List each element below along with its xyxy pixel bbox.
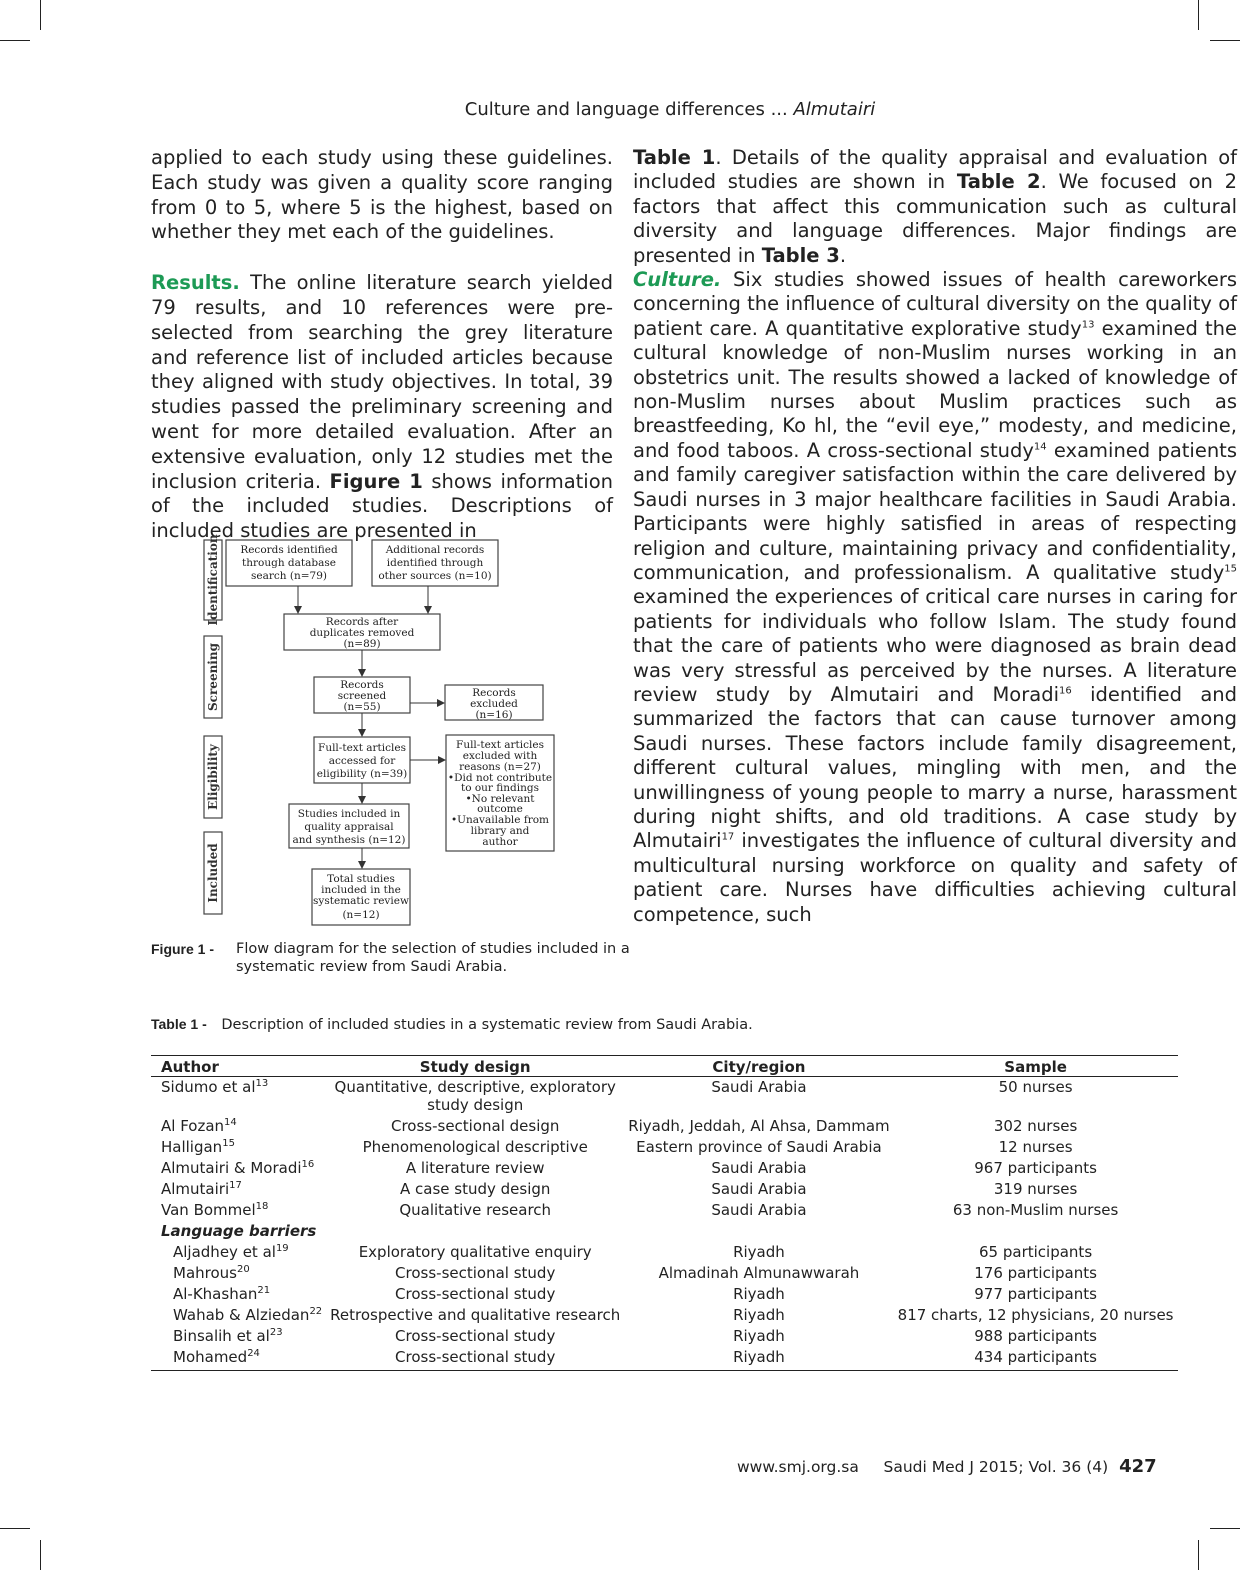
table-caption [151,1016,753,1033]
author-name: Mahrous [173,1264,237,1282]
sample-cell: 63 non-Muslim nurses [952,1201,1119,1219]
footer-website[interactable]: www.smj.org.sa [737,1458,859,1476]
design-cell: Retrospective and qualitative research [330,1306,621,1324]
crop-mark [0,40,30,41]
citation-ref[interactable]: 14 [224,1117,237,1128]
paragraph [633,146,1237,268]
column-header-sample: Sample [894,1056,1178,1077]
paragraph-text: examined the experiences of critical care nurses in caring for patients for individuals who follow Islam. The study found that the care of patients who were diagnosed as brain dead was very stressful as perceived by the nurses. A literature review study by Almutairi and Moradi [633,585,1237,706]
table-1-reference[interactable]: Table 1 [633,146,716,169]
author-name: Van Bommel [161,1201,256,1219]
design-cell: Cross-sectional design [390,1117,560,1135]
citation-ref[interactable]: 13 [1081,319,1095,331]
design-cell: Cross-sectional study [395,1327,556,1345]
results-paragraph [151,271,613,544]
figure-caption [151,940,711,976]
author-name: Almutairi & Moradi [161,1159,302,1177]
city-cell: Riyadh [733,1306,785,1324]
sample-cell: 65 participants [979,1243,1093,1261]
design-cell: Cross-sectional study [395,1264,556,1282]
citation-ref[interactable]: 16 [1059,685,1072,697]
culture-paragraph [633,268,1237,927]
box-text: (n=12) [342,909,380,921]
city-cell: Eastern province of Saudi Arabia [636,1138,882,1156]
author-name: Wahab & Alziedan [173,1306,310,1324]
box-text: identified through [386,557,484,569]
box-text: excluded [470,698,518,710]
sample-cell: 12 nurses [998,1138,1073,1156]
city-cell: Riyadh [733,1327,785,1345]
design-cell: A literature review [405,1159,545,1177]
author-name: Al-Khashan [173,1285,258,1303]
table-section-row [151,1221,1178,1242]
paragraph-text: identified and summarized the factors that can cause turnover among Saudi nurses. These factors include family disagreement, different cultural values, mingling with men, and the unwillingness of young people to marry a nurse, harassment during night shifts, and old traditions. A case study by Almutairi [633,682,1238,853]
table-row [151,1158,1178,1179]
author-name: Mohamed [173,1348,248,1366]
stage-label-identification: Identification [206,534,220,626]
box-text: quality appraisal [304,821,394,833]
culture-heading: Culture. [633,268,722,292]
author-cell [151,1116,326,1137]
paragraph-text: Six studies showed issues of health careworkers concerning the influence of cultural diversity on the quality of patient care. A quantitative explorative study [633,268,1237,340]
citation-ref[interactable]: 16 [301,1159,315,1170]
table-row [151,1179,1178,1200]
citation-ref[interactable]: 15 [222,1138,235,1149]
box-text: (n=16) [475,709,513,721]
crop-mark [40,1540,41,1570]
box-text: systematic review [313,895,409,907]
prisma-flow-diagram [200,534,560,928]
box-text: included in the [321,884,401,896]
city-cell: Almadinah Almunawwarah [658,1264,860,1282]
paragraph-text: . Details of the quality appraisal and evaluation of included studies are shown in [633,146,1237,194]
author-cell [151,1305,326,1326]
city-cell: Riyadh, Jeddah, Al Ahsa, Dammam [628,1117,890,1135]
crop-mark [40,0,41,30]
city-cell: Riyadh [733,1285,785,1303]
crop-mark [1210,1528,1240,1529]
table-row [151,1347,1178,1371]
paragraph-text: examined the cultural knowledge of non-Muslim nurses working in an obstetrics unit. The results showed a lacked of knowledge of non-Muslim nurses about Muslim practices such as breastfeeding, Ko hl, the “evil eye,” modesty, and medicine, and food taboos. A cross-sectional study [633,316,1237,462]
city-cell: Saudi Arabia [711,1180,807,1198]
sample-cell: 319 nurses [993,1180,1078,1198]
crop-mark [1198,1540,1199,1570]
page-footer [737,1456,1157,1477]
box-text: and synthesis (n=12) [292,834,406,846]
table-row [151,1116,1178,1137]
author-cell [151,1179,326,1200]
crop-mark [0,1528,30,1529]
table-row [151,1326,1178,1347]
figure-caption-label: Figure 1 - [151,941,215,957]
box-text: excluded with [462,750,538,762]
author-name: Almutairi [161,1180,230,1198]
box-text: reasons (n=27) [459,761,541,773]
section-language-barriers: Language barriers [161,1222,317,1240]
citation-ref[interactable]: 20 [236,1264,250,1275]
table-header-row [151,1056,1178,1077]
paragraph-text: investigates the influence of cultural diversity and multicultural nursing workforce on quality and safety of patient care. Nurses have difficulties achieving cultural competence, such [633,829,1237,926]
stage-label-eligibility: Eligibility [206,744,220,810]
table-row [151,1263,1178,1284]
table-row [151,1284,1178,1305]
author-cell [151,1242,326,1263]
table-row [151,1200,1178,1221]
box-text: Records after [325,616,399,628]
citation-ref[interactable]: 17 [721,831,735,843]
running-header [0,99,1240,120]
box-text: Records [472,687,516,699]
citation-ref[interactable]: 14 [1033,441,1047,453]
running-author: Almutairi [793,99,876,120]
left-column [151,146,613,544]
table-caption-text: Description of included studies in a systematic review from Saudi Arabia. [221,1017,753,1033]
running-title: Culture and language differences ... [464,99,788,120]
paragraph-text: . We focused on 2 factors that affect this communication such as cultural diversity and language differences. Major findings are presented in [633,170,1238,267]
city-cell: Saudi Arabia [711,1159,807,1177]
sample-cell: 434 participants [894,1347,1178,1371]
stage-label-included: Included [206,843,220,903]
sample-cell: 977 participants [974,1285,1097,1303]
box-text: library and [470,825,530,837]
box-text: accessed for [328,755,396,767]
citation-ref[interactable]: 18 [255,1201,269,1212]
paragraph-text: The online literature search yielded 79 results, and 10 references were pre-selected from searching the grey literature and reference list of included articles because they aligned with study objectives. In total, 39 studies passed the preliminary screening and went for more detailed evaluation. After an extensive evaluation, only 12 studies met the inclusion criteria. [151,271,613,493]
box-text: Records [340,679,384,691]
sample-cell: 176 participants [974,1264,1097,1282]
sample-cell: 50 nurses [998,1078,1073,1096]
author-name: Binsalih et al [173,1327,270,1345]
table-row [151,1305,1178,1326]
sample-cell: 967 participants [974,1159,1097,1177]
box-text: Studies included in [297,808,401,820]
author-cell [151,1200,326,1221]
box-text: author [482,836,518,848]
page-number: 427 [1119,1456,1157,1477]
citation-ref[interactable]: 17 [229,1180,242,1191]
box-text: through database [242,557,336,569]
figure-caption-text: Flow diagram for the selection of studies included in a systematic review from Saudi Arabia. [236,941,630,975]
city-cell: Riyadh [624,1347,893,1371]
results-heading: Results. [151,271,240,295]
studies-table [151,1055,1174,1371]
footer-citation: Saudi Med J 2015; Vol. 36 (4) [883,1458,1109,1476]
column-header-author: Author [151,1056,326,1077]
paragraph-text: . [839,243,847,267]
box-text: •Did not contribute [447,772,553,784]
box-text: search (n=79) [251,570,327,582]
author-name: Sidumo et al [161,1078,256,1096]
table-3-reference[interactable]: Table 3 [761,243,840,267]
design-cell: Quantitative, descriptive, exploratory study design [334,1078,616,1114]
table-row [151,1077,1178,1117]
author-name: Al Fozan [161,1117,225,1135]
author-cell [151,1137,326,1158]
design-cell: A case study design [399,1180,551,1198]
box-text: Full-text articles [318,742,406,754]
crop-mark [1210,40,1240,41]
box-text: •No relevant [465,793,535,805]
author-cell [151,1284,326,1305]
author-cell [151,1347,326,1371]
design-cell: Qualitative research [399,1201,552,1219]
box-text: Full-text articles [456,739,544,751]
box-text: duplicates removed [309,627,415,639]
citation-ref[interactable]: 19 [275,1243,289,1254]
author-name: Aljadhey et al [173,1243,276,1261]
sample-cell: 302 nurses [993,1117,1078,1135]
column-header-city: City/region [624,1056,893,1077]
author-cell [151,1263,326,1284]
city-cell: Saudi Arabia [711,1078,807,1096]
table-caption-label: Table 1 - [151,1016,207,1032]
stage-label-screening: Screening [206,643,220,711]
citation-ref[interactable]: 13 [255,1078,269,1089]
paragraph-text: shows information of the included studies. Descriptions of included studies are presented in [151,469,613,543]
paragraph: applied to each study using these guidelines. Each study was given a quality score ranging from 0 to 5, where 5 is the highest, based on whether they met each of the guidelines. [151,146,613,244]
flow-diagram-svg [200,534,560,928]
sample-cell: 988 participants [974,1327,1097,1345]
city-cell: Riyadh [733,1243,785,1261]
citation-ref[interactable]: 22 [309,1306,323,1317]
author-cell [151,1326,326,1347]
box-text: eligibility (n=39) [316,768,408,780]
city-cell: Saudi Arabia [711,1201,807,1219]
right-column [633,146,1237,927]
design-cell: Exploratory qualitative enquiry [358,1243,592,1261]
box-text: other sources (n=10) [378,570,492,582]
design-cell: Phenomenological descriptive [362,1138,588,1156]
box-text: (n=55) [343,701,381,713]
design-cell: Cross-sectional study [395,1285,556,1303]
box-text: (n=89) [343,638,381,650]
author-cell [151,1077,326,1117]
box-text: screened [337,690,387,702]
box-text: outcome [477,803,523,815]
author-cell [151,1158,326,1179]
table-row [151,1137,1178,1158]
citation-ref[interactable]: 23 [269,1327,283,1338]
box-text: Additional records [385,544,485,556]
author-name: Halligan [161,1138,223,1156]
box-text: Total studies [327,873,395,885]
citation-ref[interactable]: 24 [247,1348,260,1359]
paragraph-text: examined patients and family caregiver satisfaction within the care delivered by Saudi nurses in 3 major healthcare facilities in Saudi Arabia. Participants were highly satisfied in areas of respecting religion and culture, maintaining privacy and confidentiality, communication, and professionalism. A qualitative study [633,438,1237,584]
table-2-reference[interactable]: Table 2 [956,170,1041,194]
box-text: to our findings [460,782,540,794]
box-text: •Unavailable from [450,814,550,826]
box-text: Records identified [240,544,338,556]
crop-mark [1198,0,1199,30]
sample-cell: 817 charts, 12 physicians, 20 nurses [897,1306,1174,1324]
figure-1-reference[interactable]: Figure 1 [329,469,423,493]
design-cell: Cross-sectional study [326,1347,624,1371]
citation-ref[interactable]: 15 [1224,563,1237,575]
column-header-design: Study design [326,1056,624,1077]
citation-ref[interactable]: 21 [257,1285,271,1296]
table-row [151,1242,1178,1263]
